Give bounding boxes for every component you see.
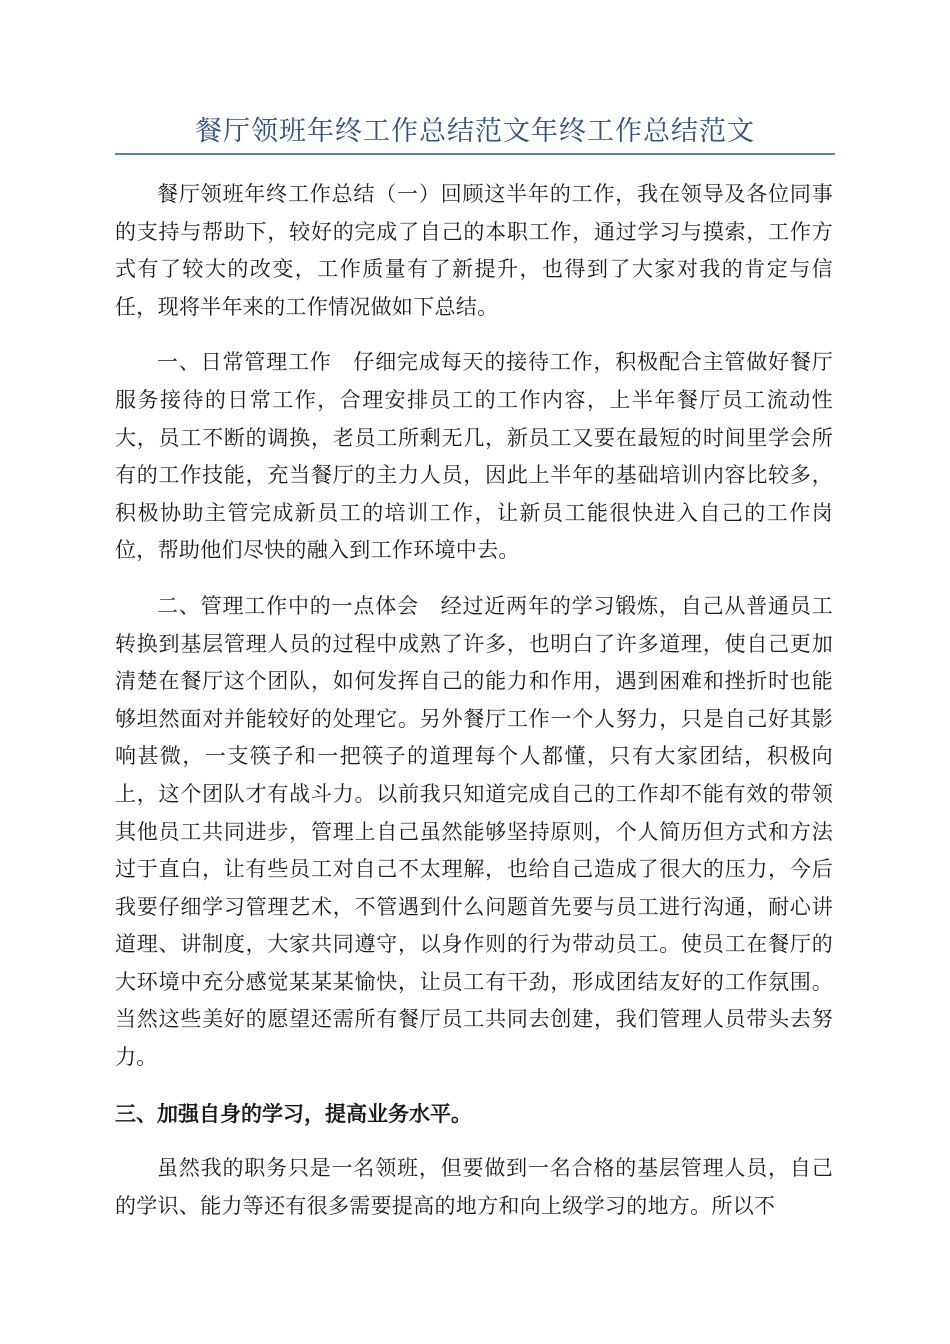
section-heading-3: 三、加强自身的学习，提高业务水平。 [115, 1100, 472, 1126]
paragraph-management-experience: 二、管理工作中的一点体会 经过近两年的学习锻炼，自己从普通员工转换到基层管理人员的过程中成熟了许多，也明白了许多道理，使自己更加清楚在餐厅这个团队，如何发挥自己的能力和作用，遇到困难和挫折时也能够坦然面对并能较好的处理它。另外餐厅工作一个人努力，只是自己好其影响甚微，一支筷子和一把筷子的道理每个人都懂，只有大家团结，积极向上，这个团队才有战斗力。以前我只知道完成自己的工作却不能有效的带领其他员工共同进步，管理上自己虽然能够坚持原则，个人简历但方式和方法过于直白，让有些员工对自己不太理解，也给自己造成了很大的压力，今后我要仔细学习管理艺术，不管遇到什么问题首先要与员工进行沟通，耐心讲道理、讲制度，大家共同遵守，以身作则的行为带动员工。使员工在餐厅的大环境中充分感觉某某某愉快，让员工有干劲，形成团结友好的工作氛围。当然这些美好的愿望还需所有餐厅员工共同去创建，我们管理人员带头去努力。 [115, 593, 833, 1070]
paragraph-intro: 餐厅领班年终工作总结（一）回顾这半年的工作，我在领导及各位同事的支持与帮助下，较好的完成了自己的本职工作，通过学习与摸索，工作方式有了较大的改变，工作质量有了新提升，也得到了大家对我的肯定与信任，现将半年来的工作情况做如下总结。 [115, 182, 833, 319]
title-underline [115, 153, 835, 155]
document-title: 餐厅领班年终工作总结范文年终工作总结范文 [195, 116, 755, 147]
document-body [115, 176, 833, 1243]
paragraph-daily-management: 一、日常管理工作 仔细完成每天的接待工作，积极配合主管做好餐厅服务接待的日常工作，合理安排员工的工作内容，上半年餐厅员工流动性大，员工不断的调换，老员工所剩无几，新员工又要在最短的时间里学会所有的工作技能，充当餐厅的主力人员，因此上半年的基础培训内容比较多，积极协助主管完成新员工的培训工作，让新员工能很快进入自己的工作岗位，帮助他们尽快的融入到工作环境中去。 [115, 350, 833, 563]
paragraph-learning: 虽然我的职务只是一名领班，但要做到一名合格的基层管理人员，自己的学识、能力等还有很多需要提高的地方和向上级学习的地方。所以不 [115, 1156, 833, 1218]
